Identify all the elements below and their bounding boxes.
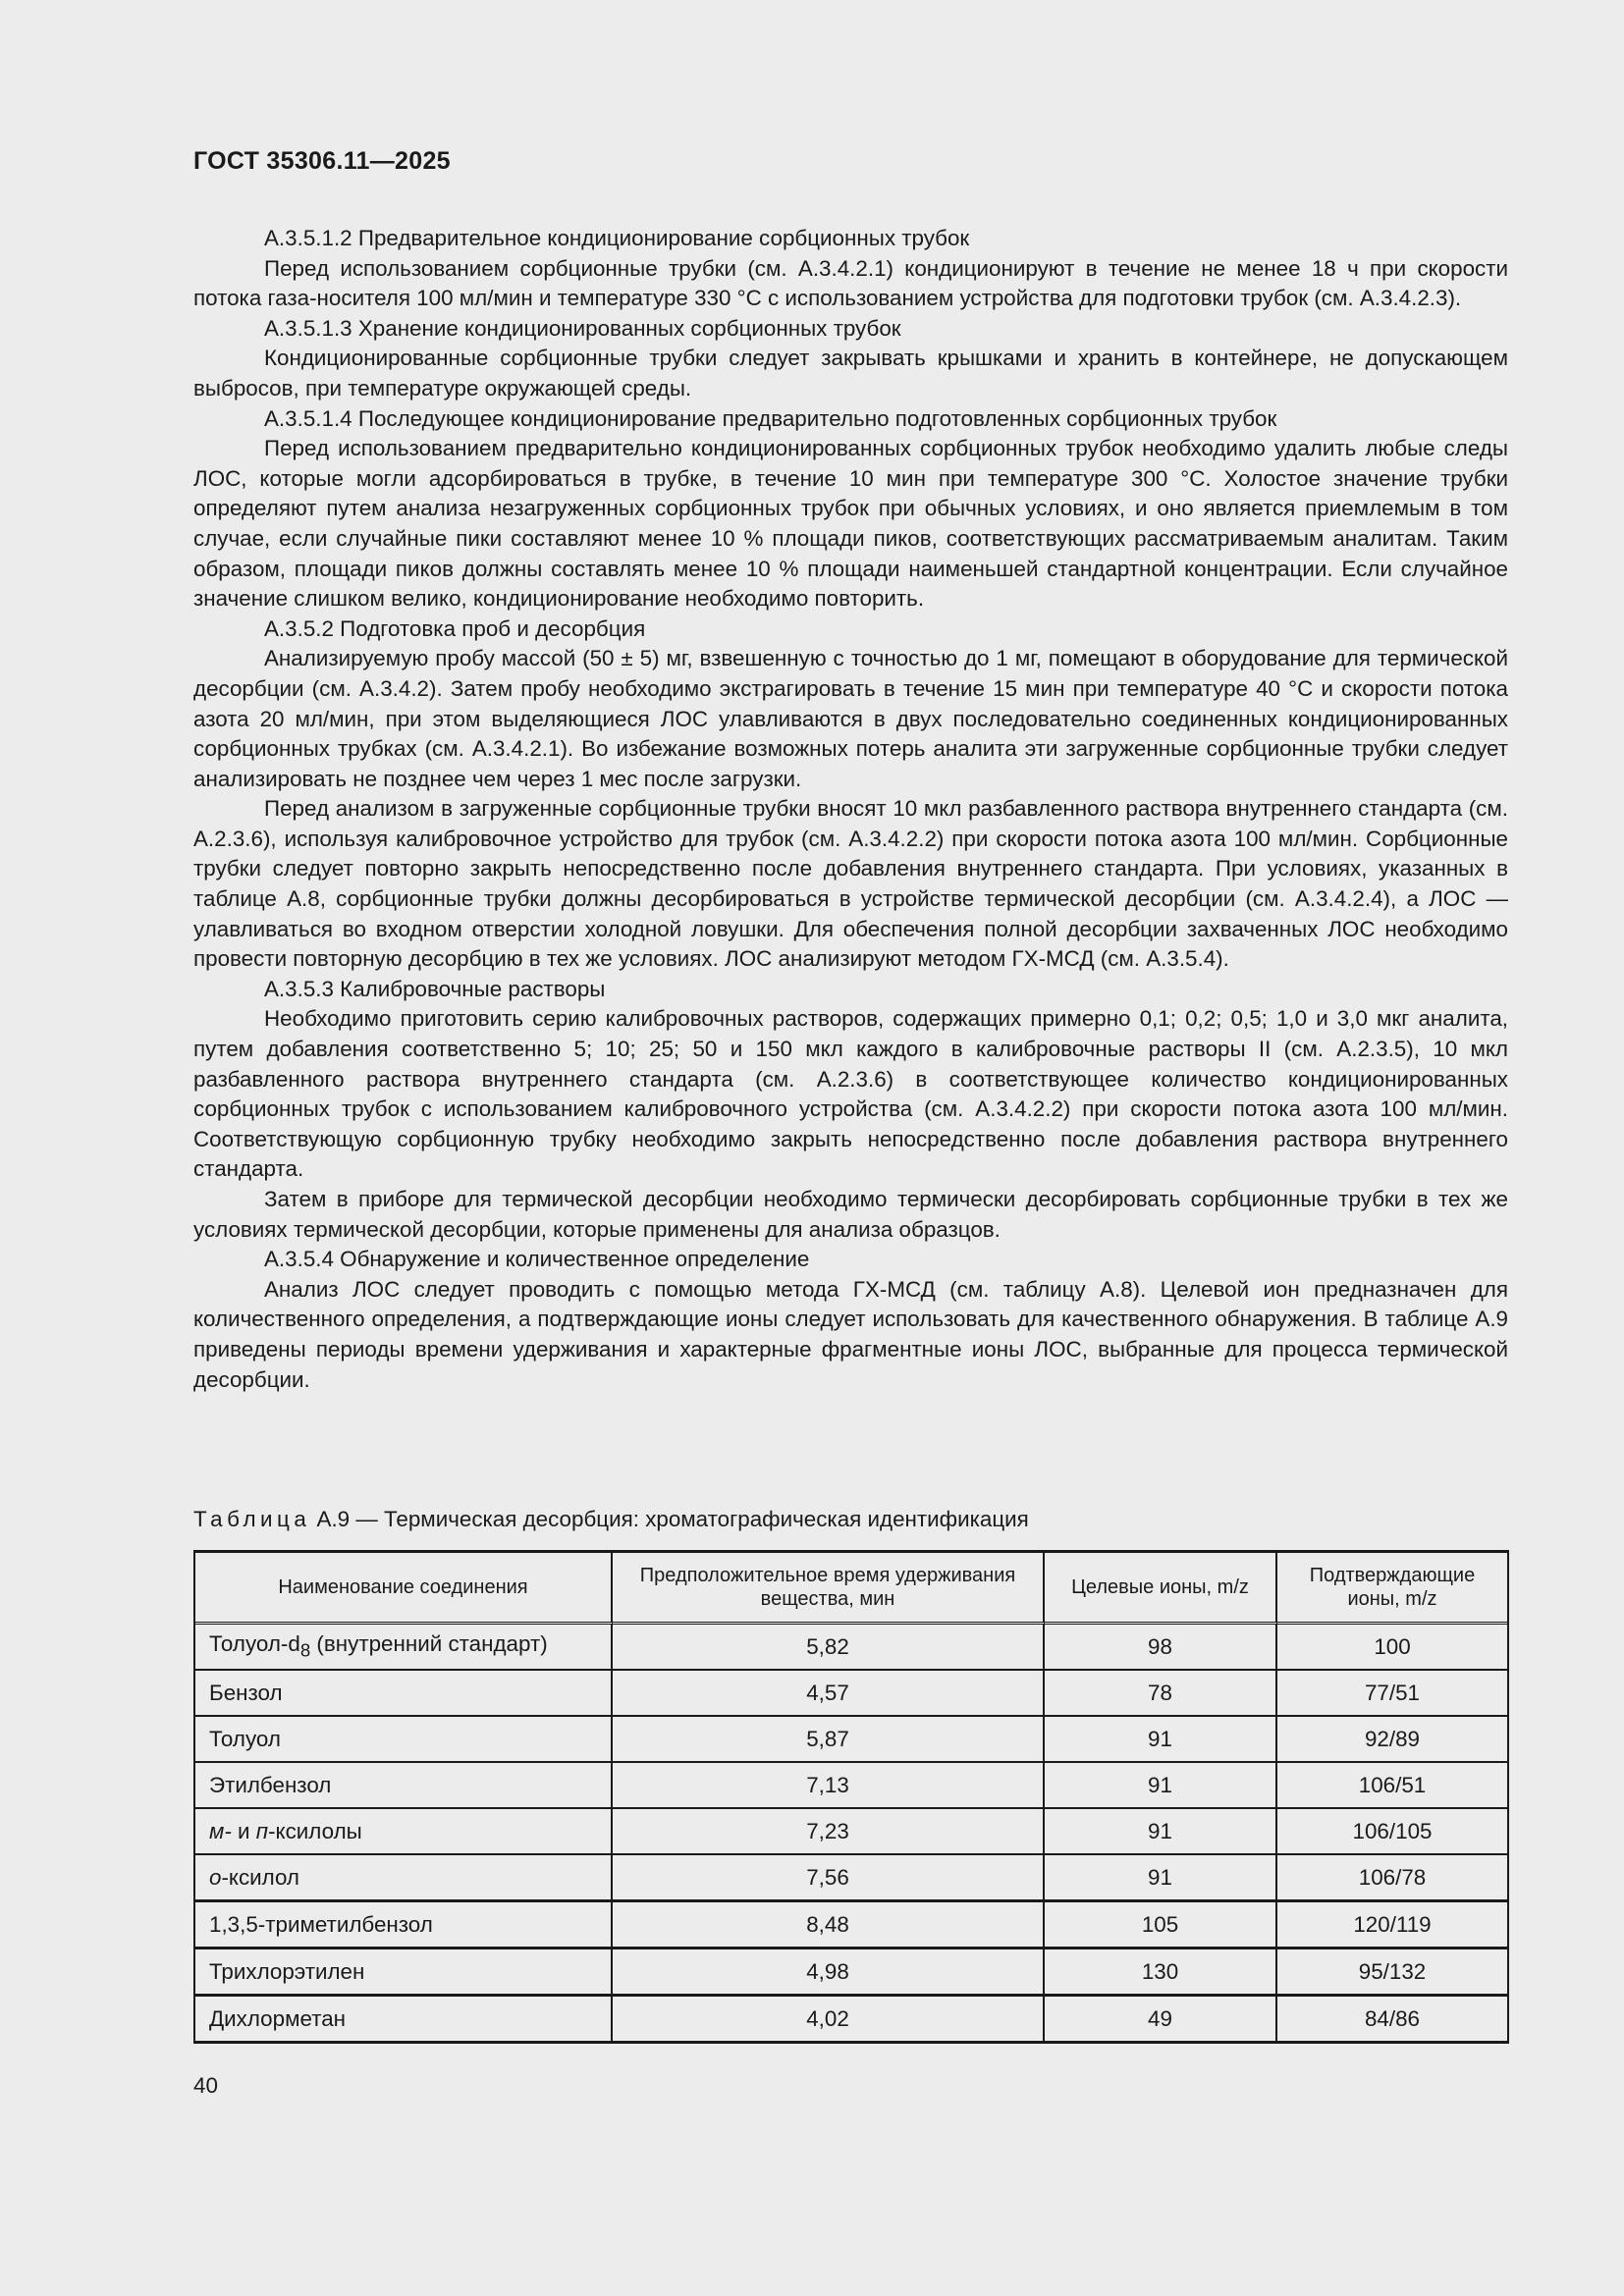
table-row <box>195 1671 1507 1717</box>
paragraph: Анализ ЛОС следует проводить с помощью метода ГХ-МСД (см. таблицу А.8). Целевой ион предназначен для количественного определения, а подтверждающие ионы следует использовать для качественного обнаружения. В таблице А.9 приведены периоды времени удерживания и характерные фрагментные ионы ЛОС, выбранные для процесса термической десорбции. <box>193 1276 1508 1392</box>
target-ions: 49 <box>1045 1997 1277 2041</box>
compound-name <box>195 1717 613 1763</box>
paragraph: Анализируемую пробу массой (50 ± 5) мг, взвешенную с точностью до 1 мг, помещают в оборудование для термической десорбции (см. А.3.4.2). Затем пробу необходимо экстрагировать в течение 15 мин при температуре 40 °С и скорости потока азота 20 мл/мин, при этом выделяющиеся ЛОС улавливаются в двух последовательно соединенных кондиционированных сорбционных трубках (см. А.3.4.2.1). Во избежание возможных потерь аналита эти загруженные сорбционные трубки следует анализировать не позднее чем через 1 мес после загрузки. <box>193 646 1508 791</box>
compound-name <box>195 1949 613 1997</box>
target-ions: 91 <box>1045 1809 1277 1855</box>
column-header: Подтверждающие ионы, m/z <box>1277 1553 1507 1625</box>
column-header: Наименование соединения <box>195 1553 613 1625</box>
table-row <box>195 1763 1507 1809</box>
retention-time: 7,13 <box>613 1763 1045 1809</box>
retention-time: 7,23 <box>613 1809 1045 1855</box>
target-ions: 105 <box>1045 1902 1277 1949</box>
compound-name <box>195 1902 613 1949</box>
compound-name <box>195 1809 613 1855</box>
compound-name-part: -ксилолы <box>268 1818 362 1843</box>
table-caption-text: А.9 — Термическая десорбция: хроматографическая идентификация <box>316 1507 1029 1531</box>
confirming-ions: 106/78 <box>1277 1855 1507 1902</box>
paragraph: Необходимо приготовить серию калибровочных растворов, содержащих примерно 0,1; 0,2; 0,5; 1,0 и 3,0 мкг аналита, путем добавления соответственно 5; 10; 25; 50 и 150 мкл каждого в калибровочные растворы II (см. А.2.3.5), 10 мкл разбавленного раствора внутреннего стандарта (см. А.2.3.6) в соответствующее количество кондиционированных сорбционных трубок с использованием калибровочного устройства (см. А.3.4.2.2) при скорости потока азота 100 мл/мин. Соответствующую сорбционную трубку необходимо закрыть непосредственно после добавления раствора внутреннего стандарта. <box>193 1006 1508 1182</box>
compound-name <box>195 1855 613 1902</box>
page-number: 40 <box>193 2073 218 2098</box>
section-heading: А.3.5.1.4 Последующее кондиционирование предварительно подготовленных сорбционных трубок <box>264 405 1277 431</box>
paragraph: Перед анализом в загруженные сорбционные трубки вносят 10 мкл разбавленного раствора внутреннего стандарта (см. А.2.3.6), используя калибровочное устройство для трубок (см. А.3.4.2.2) при скорости потока азота 100 мл/мин. Сорбционные трубки следует повторно закрыть непосредственно после добавления внутреннего стандарта. При условиях, указанных в таблице А.8, сорбционные трубки должны десорбироваться в устройстве термической десорбции (см. А.3.4.2.4), а ЛОС — улавливаться во входном отверстии холодной ловушки. Для обеспечения полной десорбции захваченных ЛОС необходимо провести повторную десорбцию в тех же условиях. ЛОС анализируют методом ГХ-МСД (см. А.3.5.4). <box>193 796 1508 972</box>
compound-name-part: о <box>209 1864 222 1890</box>
retention-time: 4,98 <box>613 1949 1045 1997</box>
document-header: ГОСТ 35306.11—2025 <box>193 147 451 175</box>
target-ions: 78 <box>1045 1671 1277 1717</box>
confirming-ions: 106/105 <box>1277 1809 1507 1855</box>
compound-name-part: -ксилол <box>221 1864 300 1890</box>
paragraph: Перед использованием предварительно кондиционированных сорбционных трубок необходимо удалить любые следы ЛОС, которые могли адсорбироваться в трубке, в течение 10 мин при температуре 300 °С. Холостое значение трубки определяют путем анализа незагруженных сорбционных трубок при обычных условиях, и оно является приемлемым в том случае, если случайные пики составляют менее 10 % площади пиков, соответствующих рассматриваемым аналитам. Таким образом, площади пиков должны составлять менее 10 % площади наименьшей стандартной концентрации. Если случайное значение слишком велико, кондиционирование необходимо повторить. <box>193 436 1508 612</box>
paragraph: Перед использованием сорбционные трубки (см. А.3.4.2.1) кондиционируют в течение не менее 18 ч при скорости потока газа-носителя 100 мл/мин и температуре 330 °С с использованием устройства для подготовки трубок (см. А.3.4.2.3). <box>193 255 1508 311</box>
compound-name-part: Толуол <box>209 1726 281 1751</box>
section-heading: А.3.5.4 Обнаружение и количественное определение <box>264 1247 810 1272</box>
retention-table <box>193 1550 1509 2044</box>
confirming-ions: 120/119 <box>1277 1902 1507 1949</box>
confirming-ions: 92/89 <box>1277 1717 1507 1763</box>
compound-name <box>195 1997 613 2041</box>
compound-name-part: п <box>255 1818 269 1843</box>
compound-name-part: и <box>231 1818 256 1843</box>
retention-time: 4,57 <box>613 1671 1045 1717</box>
paragraph: Кондиционированные сорбционные трубки следует закрывать крышками и хранить в контейнере, не допускающем выбросов, при температуре окружающей среды. <box>193 346 1508 400</box>
compound-name <box>195 1625 613 1671</box>
compound-name-part: 8 <box>299 1639 311 1661</box>
retention-time: 5,87 <box>613 1717 1045 1763</box>
paragraph: Затем в приборе для термической десорбции необходимо термически десорбировать сорбционные трубки в тех же условиях термической десорбции, которые применены для анализа образцов. <box>193 1187 1508 1242</box>
target-ions: 130 <box>1045 1949 1277 1997</box>
retention-time: 7,56 <box>613 1855 1045 1902</box>
table-row <box>195 1809 1507 1855</box>
target-ions: 98 <box>1045 1625 1277 1671</box>
confirming-ions: 77/51 <box>1277 1671 1507 1717</box>
table-row <box>195 1997 1507 2041</box>
confirming-ions: 84/86 <box>1364 2005 1421 2031</box>
compound-name-part: Дихлорметан <box>209 2005 347 2031</box>
retention-time: 4,02 <box>613 1997 1045 2041</box>
target-ions: 91 <box>1045 1763 1277 1809</box>
table-row <box>195 1717 1507 1763</box>
column-header: Предположительное время удерживания вещества, мин <box>613 1553 1045 1625</box>
compound-name <box>195 1671 613 1717</box>
confirming-ions: 100 <box>1277 1625 1507 1671</box>
target-ions: 91 <box>1045 1855 1277 1902</box>
section-heading: А.3.5.2 Подготовка проб и десорбция <box>264 615 646 641</box>
retention-time: 5,82 <box>613 1625 1045 1671</box>
table-caption <box>193 1507 1029 1532</box>
section-heading: А.3.5.1.3 Хранение кондиционированных сорбционных трубок <box>264 315 901 341</box>
confirming-ions: 95/132 <box>1277 1949 1507 1997</box>
table-row <box>195 1625 1507 1671</box>
table-row <box>195 1949 1507 1997</box>
section-heading: А.3.5.3 Калибровочные растворы <box>264 976 606 1001</box>
compound-name-part: Этилбензол <box>209 1772 332 1797</box>
body-text <box>193 224 1508 1395</box>
confirming-ions: 106/51 <box>1277 1763 1507 1809</box>
column-header: Целевые ионы, m/z <box>1045 1553 1277 1625</box>
table-header-row <box>195 1553 1507 1625</box>
table-caption-label: Таблица <box>193 1507 311 1531</box>
table-row <box>195 1902 1507 1949</box>
compound-name-part: 1,3,5-триметилбензол <box>209 1911 433 1937</box>
compound-name-part: Трихлорэтилен <box>209 1958 365 1984</box>
table-row <box>195 1855 1507 1902</box>
compound-name-part: Толуол-d <box>209 1631 300 1657</box>
compound-name-part: м- <box>209 1818 232 1843</box>
retention-time: 8,48 <box>613 1902 1045 1949</box>
target-ions: 91 <box>1045 1717 1277 1763</box>
compound-name-part: (внутренний стандарт) <box>310 1631 548 1657</box>
compound-name <box>195 1763 613 1809</box>
section-heading: А.3.5.1.2 Предварительное кондиционирование сорбционных трубок <box>264 226 970 250</box>
compound-name-part: Бензол <box>209 1680 283 1705</box>
